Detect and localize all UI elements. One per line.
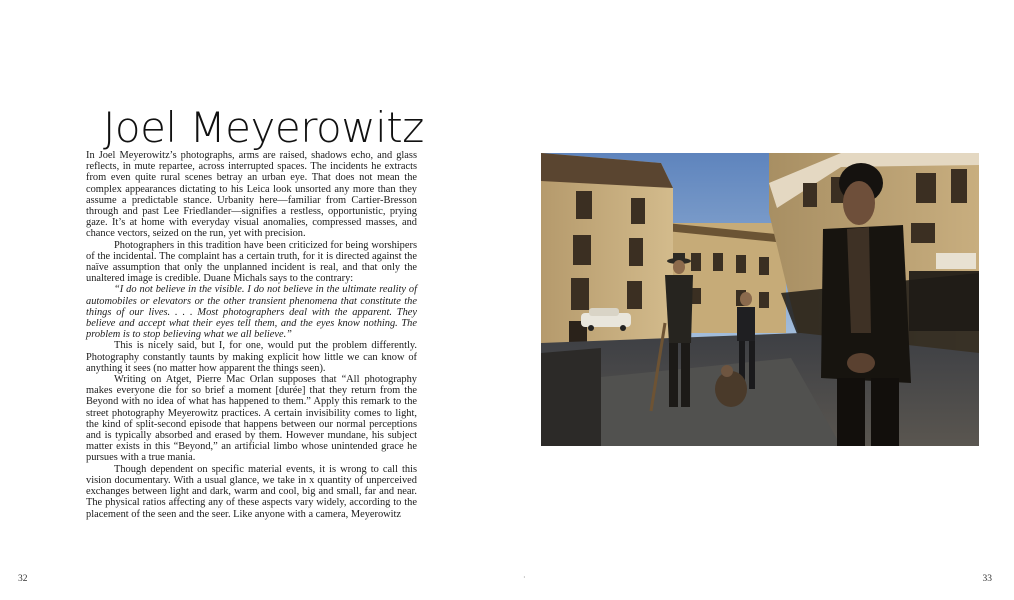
- page-number-left: 32: [18, 574, 28, 584]
- paragraph-2: Photographers in this tradition have been criticized for being worshipers of the incidental. The complaint has a certain truth, for it is directed against the naïve assumption that only the unplanned incident is real, and that only the unaltered image is credible. Duane Michals says to the contrary:: [86, 239, 417, 285]
- photograph-illustration: [541, 153, 979, 446]
- paragraph-5: Though dependent on specific material events, it is wrong to call this vision documentary. With a usual glance, we take in x quantity of unperceived exchanges between light and dark, warm and cool, big and small, far and near. The physical ratios affecting any of these aspects vary widely, according to the placement of the seen and the seer. Like anyone with a camera, Meyerowitz: [86, 463, 417, 520]
- article-body: [86, 150, 417, 520]
- paragraph-1: In Joel Meyerowitz’s photographs, arms are raised, shadows echo, and glass reflects, in mute repartee, across interrupted spaces. The incidents he extracts from even quite rural scenes betray an urban eye. That does not mean the complex appearances dictating to his Leica look unsorted any more than they assume a predictable stance. Urbanity here—familiar from Cartier-Bresson through and past Lee Friedlander—signifies a restless, opportunistic, prying gaze. It’s at home with everyday visual anomalies, compressed masses, and chance vectors, seized on the run, yet with precision.: [86, 150, 417, 240]
- page-number-right: 33: [982, 574, 992, 584]
- gutter-mark: ·: [523, 573, 526, 582]
- street-photograph: [541, 153, 979, 446]
- paragraph-4: Writing on Atget, Pierre Mac Orlan supposes that “All photography makes everyone die for so brief a moment [durée] that they return from the Beyond with no idea of what has happened to them.” Apply this remark to the street photography Meyerowitz practices. A certain invisibility comes to light, the kind of split-second episode that happens between our normal perceptions and is typically absorbed and erased by them. However mundane, his subject matter exists in this “Beyond,” an artificial limbo whose unintended grace he pursues with a true mania.: [86, 374, 417, 464]
- block-quote: “I do not believe in the visible. I do not believe in the ultimate reality of automobiles or elevators or the other transient phenomena that constitute the things of our lives. . . . Most photographers deal with the apparent. They believe and accept what their eyes tell them, and the eyes know nothing. The problem is to stop believing what we all believe.”: [86, 284, 417, 341]
- paragraph-3: This is nicely said, but I, for one, would put the problem differently. Photography constantly taunts by making explicit how little we can know of anything it sees (no matter how apparent the things seen).: [86, 340, 417, 374]
- article-title: Joel Meyerowitz: [103, 103, 424, 153]
